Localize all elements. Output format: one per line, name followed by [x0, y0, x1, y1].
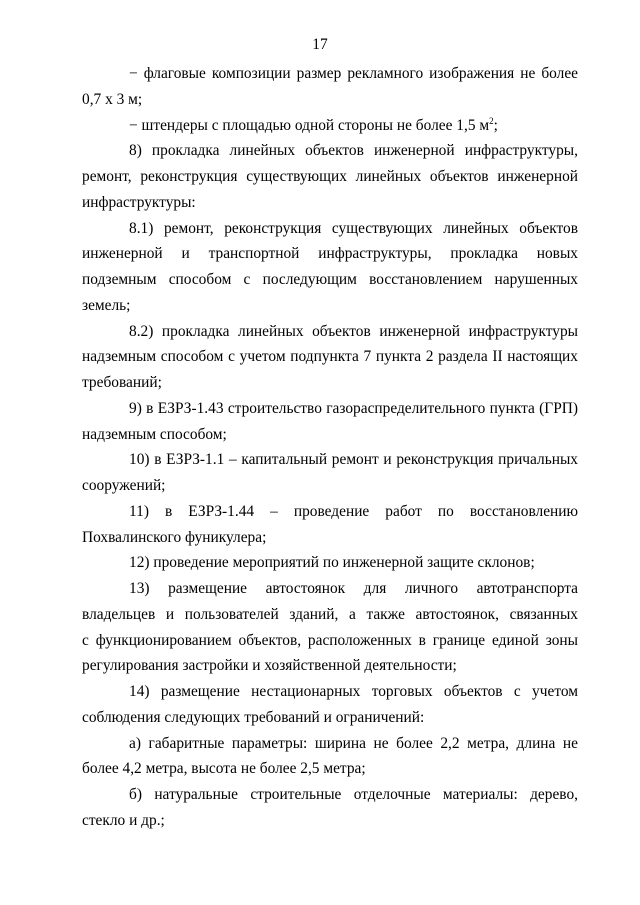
square-superscript: 2: [489, 115, 494, 126]
paragraph-item-12: 12) проведение мероприятий по инженерной защите склонов;: [129, 554, 535, 572]
page-number: 17: [312, 36, 328, 53]
paragraph-item-13: 13) размещение автостоянок для личного автотранспорта владельцев и пользователей зданий, а также автостоянок, связанных: [82, 580, 578, 623]
paragraph-item-8: 8) прокладка линейных объектов инженерной инфраструктуры, ремонт, реконструкция существующих линейных объектов инженерной инфраструктуры:: [82, 142, 578, 211]
paragraph-item-14-a: а) габаритные параметры: ширина не более 2,2 метра, длина не более 4,2 метра, высота не более 2,5 метра;: [82, 734, 578, 778]
paragraph-item-8-2: 8.2) прокладка линейных объектов инженерной инфраструктуры надземным способом с учетом подпункта 7 пункта 2 раздела II настоящих требований;: [82, 322, 578, 391]
paragraph-item-13-continued: с функционированием объектов, расположенных в границе единой зоны регулирования застройки и хозяйственной деятельности;: [82, 631, 578, 675]
paragraph-item-9: 9) в ЕЗРЗ-1.43 строительство газораспределительного пункта (ГРП) надземным способом;: [82, 399, 578, 443]
paragraph-flag-compositions: − флаговые композиции размер рекламного изображения не более 0,7 х 3 м;: [82, 65, 578, 108]
paragraph-shtenders: [82, 113, 578, 139]
paragraph-item-14: 14) размещение нестационарных торговых объектов с учетом соблюдения следующих требований и ограничений:: [82, 683, 578, 726]
shtenders-tail: ;: [493, 116, 498, 134]
paragraph-item-11: 11) в ЕЗРЗ-1.44 – проведение работ по восстановлению Похвалинского фуникулера;: [82, 502, 578, 546]
paragraph-item-14-b: б) натуральные строительные отделочные материалы: дерево, стекло и др.;: [82, 786, 578, 829]
paragraph-item-8-1: 8.1) ремонт, реконструкция существующих линейных объектов инженерной и транспортной инфраструктуры, прокладка новых подземным способом с последующим восстановлением нарушенных земель;: [82, 219, 578, 314]
document-body: [82, 61, 578, 834]
paragraph-item-10: 10) в ЕЗРЗ-1.1 – капитальный ремонт и реконструкция причальных сооружений;: [82, 451, 578, 494]
shtenders-text: − штендеры с площадью одной стороны не более 1,5 м: [129, 116, 490, 134]
